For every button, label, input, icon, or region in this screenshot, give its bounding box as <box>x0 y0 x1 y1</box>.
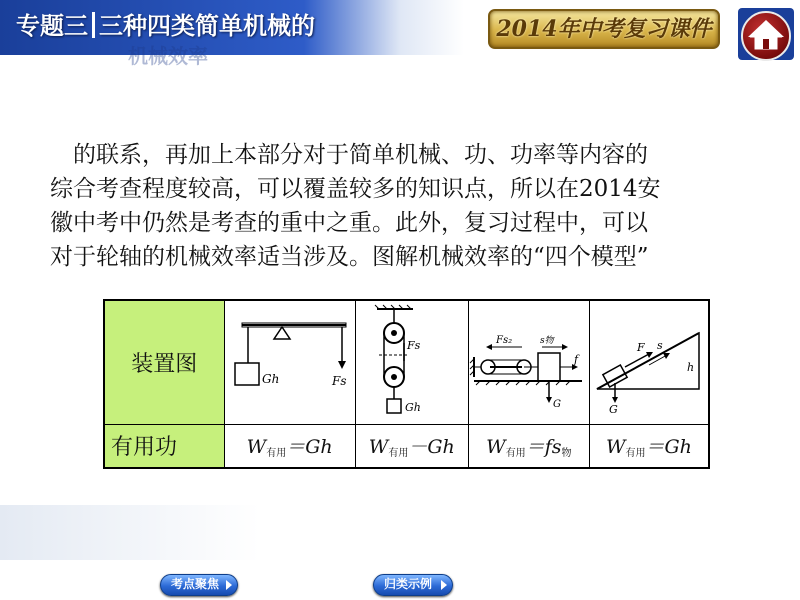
nav-button-key-points[interactable] <box>160 574 238 596</box>
incline-diagram <box>591 303 707 421</box>
lever-label-gh: Gh <box>261 372 279 387</box>
title-divider <box>92 12 95 38</box>
topic-main: 三种四类简单机械的 <box>99 12 315 40</box>
horizontal-pull-diagram-cell <box>468 300 589 424</box>
lever-diagram <box>226 303 354 421</box>
pulley-diagram-cell <box>355 300 468 424</box>
incline-diagram-cell <box>589 300 709 424</box>
play-arrow-icon <box>226 580 232 590</box>
lever-diagram-cell <box>224 300 355 424</box>
incline-label-g: G <box>608 403 618 417</box>
pulley-label-gh: Gh <box>404 401 421 415</box>
pull-label-fs2: Fs₂ <box>495 335 512 347</box>
pull-label-f: f <box>573 353 578 367</box>
play-arrow-icon <box>441 580 447 590</box>
topic-title-line2: 机械效率 <box>128 44 208 68</box>
table-row-device <box>104 300 709 424</box>
home-icon <box>741 11 791 61</box>
pull-label-g: G <box>552 399 561 411</box>
incline-label-f: F <box>636 341 645 355</box>
badge-text: 2014年中考复习课件 <box>496 16 712 42</box>
paragraph-line: 的联系，再加上本部分对于简单机械、功、功率等内容的 <box>73 142 648 168</box>
home-button[interactable] <box>738 8 794 60</box>
decorative-shade <box>0 505 260 560</box>
topic-number: 三 <box>64 12 88 40</box>
topic-prefix: 专题 <box>16 12 64 40</box>
formula-lever: $W_{有用}=Gh$ <box>224 424 355 468</box>
four-models-table <box>103 299 710 469</box>
pull-label-s: s物 <box>539 336 554 347</box>
incline-label-s: s <box>656 339 663 353</box>
pulley-label-fs: Fs <box>406 339 421 353</box>
header-banner <box>0 0 800 68</box>
pulley-diagram <box>357 303 467 421</box>
topic-title <box>16 6 315 41</box>
body-paragraph <box>50 138 750 274</box>
row-label-useful-work: 有用功 <box>104 424 224 468</box>
paragraph-line: 综合考查程度较高，可以覆盖较多的知识点，所以在2014安 <box>50 176 661 202</box>
table-row-useful-work <box>104 424 709 468</box>
horizontal-pull-diagram <box>470 303 588 421</box>
nav-button-label: 归类示例 <box>384 577 433 591</box>
row-label-device: 装置图 <box>104 300 224 424</box>
course-badge <box>488 9 720 49</box>
nav-button-examples[interactable] <box>373 574 453 596</box>
paragraph-line: 对于轮轴的机械效率适当涉及。图解机械效率的“四个模型” <box>50 244 649 270</box>
formula-pulley: $W_{有用}-Gh$ <box>355 424 468 468</box>
paragraph-line: 徽中考中仍然是考查的重中之重。此外，复习过程中，可以 <box>50 210 648 236</box>
formula-horizontal: $W_{有用}=fs_物$ <box>468 424 589 468</box>
lever-label-fs: Fs <box>331 374 347 389</box>
nav-button-label: 考点聚焦 <box>171 577 220 591</box>
incline-label-h: h <box>686 361 695 375</box>
formula-incline: $W_{有用}=Gh$ <box>589 424 709 468</box>
